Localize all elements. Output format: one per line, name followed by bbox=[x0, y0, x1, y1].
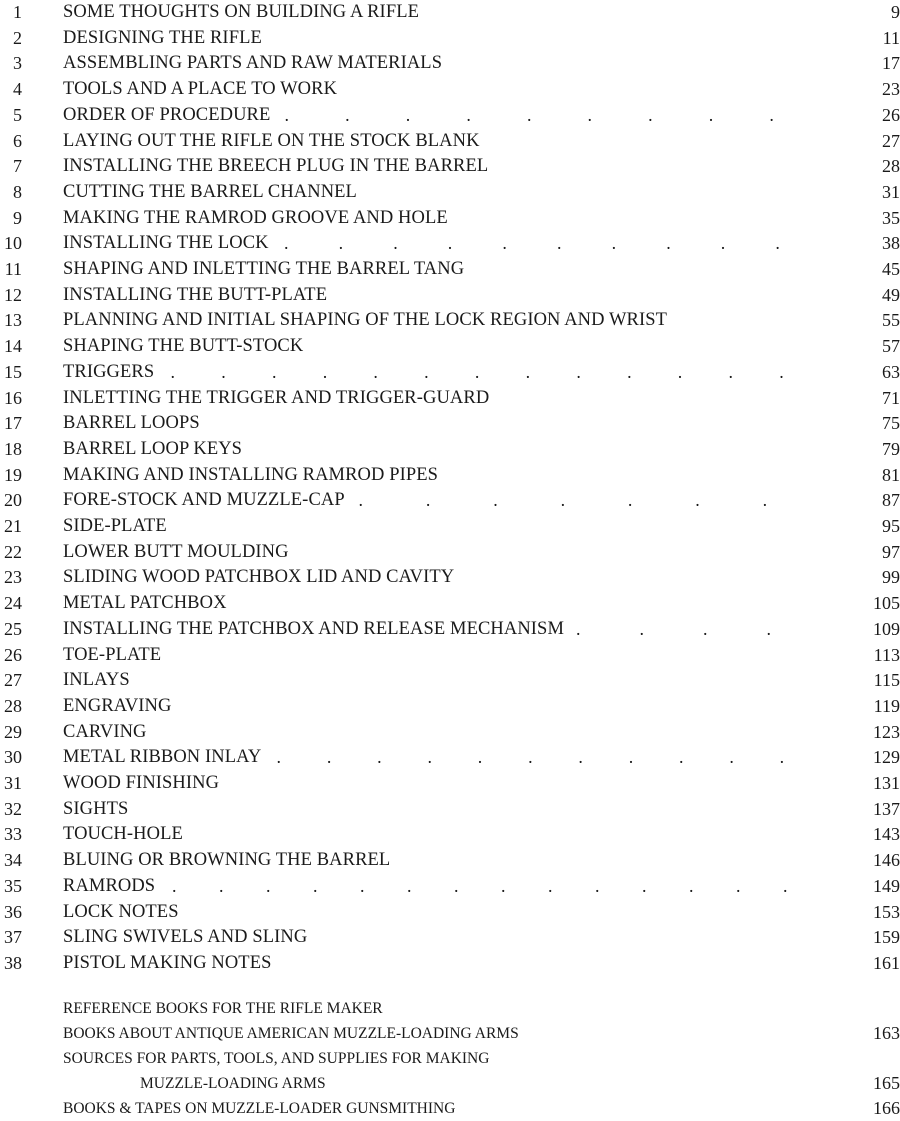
chapter-number: 19 bbox=[4, 464, 22, 485]
chapter-title: INLETTING THE TRIGGER AND TRIGGER-GUARD bbox=[63, 387, 490, 408]
reference-entry bbox=[0, 1071, 900, 1096]
page-number: 55 bbox=[882, 310, 900, 331]
chapter-number: 10 bbox=[4, 233, 22, 254]
page-number: 23 bbox=[882, 79, 900, 100]
page-number: 146 bbox=[873, 850, 900, 871]
dot-leaders: ....... bbox=[358, 490, 830, 511]
chapter-title: FORE-STOCK AND MUZZLE-CAP bbox=[63, 490, 345, 511]
chapter-title: ASSEMBLING PARTS AND RAW MATERIALS bbox=[63, 53, 443, 74]
dot-leaders: ........... bbox=[276, 747, 830, 768]
chapter-title: BARREL LOOPS bbox=[63, 413, 200, 434]
toc-entry bbox=[0, 0, 900, 26]
chapter-title: RAMRODS bbox=[63, 875, 156, 896]
toc-entry bbox=[0, 437, 900, 463]
chapter-number: 33 bbox=[4, 824, 22, 845]
chapter-number: 6 bbox=[13, 130, 22, 151]
page-number: 105 bbox=[873, 593, 900, 614]
chapter-number: 13 bbox=[4, 310, 22, 331]
chapter-number: 3 bbox=[13, 53, 22, 74]
chapter-number: 29 bbox=[4, 721, 22, 742]
page-number: 131 bbox=[873, 773, 900, 793]
reference-entry bbox=[0, 996, 900, 1021]
toc-entry bbox=[0, 848, 900, 874]
chapter-number: 20 bbox=[4, 490, 22, 511]
page-number: 45 bbox=[882, 259, 900, 279]
chapter-number: 37 bbox=[4, 927, 22, 948]
page-number: 79 bbox=[882, 438, 900, 459]
toc-entry bbox=[0, 925, 900, 951]
chapter-number: 12 bbox=[4, 284, 22, 305]
chapter-number: 16 bbox=[4, 387, 22, 408]
page-number: 129 bbox=[873, 747, 900, 768]
chapter-number: 8 bbox=[13, 181, 22, 202]
toc-entry bbox=[0, 617, 900, 643]
chapter-title: MAKING THE RAMROD GROOVE AND HOLE bbox=[63, 207, 448, 228]
page-number: 149 bbox=[873, 875, 900, 896]
toc-entry bbox=[0, 283, 900, 309]
chapter-number: 34 bbox=[4, 850, 22, 871]
toc-entry bbox=[0, 26, 900, 52]
chapter-title: LAYING OUT THE RIFLE ON THE STOCK BLANK bbox=[63, 130, 480, 151]
page-number: 166 bbox=[873, 1098, 900, 1118]
page-number: 109 bbox=[873, 618, 900, 639]
toc-entry bbox=[0, 103, 900, 129]
chapter-number: 27 bbox=[4, 670, 22, 691]
chapter-title: METAL RIBBON INLAY bbox=[63, 747, 262, 768]
chapter-number: 7 bbox=[13, 156, 22, 177]
reference-section bbox=[0, 996, 900, 1121]
toc-entry bbox=[0, 463, 900, 489]
page-number: 11 bbox=[882, 27, 900, 48]
dot-leaders: ......... bbox=[284, 104, 830, 125]
page-number: 161 bbox=[873, 952, 900, 973]
chapter-title: ENGRAVING bbox=[63, 695, 172, 716]
page-number: 97 bbox=[882, 541, 900, 562]
toc-entry bbox=[0, 154, 900, 180]
chapter-title: SLING SWIVELS AND SLING bbox=[63, 927, 308, 948]
chapter-number: 38 bbox=[4, 952, 22, 973]
chapter-number: 26 bbox=[4, 644, 22, 665]
chapter-title: INSTALLING THE LOCK bbox=[63, 233, 269, 254]
page-number: 153 bbox=[873, 901, 900, 922]
reference-title: BOOKS ABOUT ANTIQUE AMERICAN MUZZLE-LOADING ARMS bbox=[63, 1025, 519, 1042]
dot-leaders: .... bbox=[576, 618, 830, 639]
toc-entry bbox=[0, 77, 900, 103]
toc-entry bbox=[0, 206, 900, 232]
chapter-number: 18 bbox=[4, 438, 22, 459]
chapter-number: 5 bbox=[13, 104, 22, 125]
chapter-title: LOCK NOTES bbox=[63, 901, 179, 922]
chapter-title: INSTALLING THE BREECH PLUG IN THE BARREL bbox=[63, 156, 489, 177]
page-number: 17 bbox=[882, 53, 900, 74]
toc-entry bbox=[0, 565, 900, 591]
chapter-number: 25 bbox=[4, 618, 22, 639]
chapter-title: LOWER BUTT MOULDING bbox=[63, 541, 289, 562]
toc-entry bbox=[0, 257, 900, 283]
toc-entry bbox=[0, 180, 900, 206]
chapter-title: MAKING AND INSTALLING RAMROD PIPES bbox=[63, 464, 439, 485]
reference-entry bbox=[0, 1096, 900, 1121]
chapter-title: ORDER OF PROCEDURE bbox=[63, 104, 271, 125]
page-number: 81 bbox=[882, 464, 900, 485]
chapter-number: 32 bbox=[4, 798, 22, 819]
chapter-title: INLAYS bbox=[63, 670, 130, 691]
page-number: 71 bbox=[882, 387, 900, 408]
chapter-title: SOME THOUGHTS ON BUILDING A RIFLE bbox=[63, 2, 420, 22]
toc-entry bbox=[0, 360, 900, 386]
chapter-number: 24 bbox=[4, 593, 22, 614]
toc-entry bbox=[0, 900, 900, 926]
chapter-number: 15 bbox=[4, 361, 22, 382]
page-number: 75 bbox=[882, 413, 900, 434]
toc-entry bbox=[0, 540, 900, 566]
toc-entry bbox=[0, 334, 900, 360]
page-number: 35 bbox=[882, 207, 900, 228]
toc-entry bbox=[0, 231, 900, 257]
page-number: 137 bbox=[873, 798, 900, 819]
chapter-title: SLIDING WOOD PATCHBOX LID AND CAVITY bbox=[63, 567, 455, 588]
chapter-title: TOOLS AND A PLACE TO WORK bbox=[63, 79, 338, 100]
page-number: 163 bbox=[873, 1023, 900, 1043]
chapter-title: INSTALLING THE BUTT-PLATE bbox=[63, 284, 328, 305]
toc-entry bbox=[0, 720, 900, 746]
page-number: 95 bbox=[882, 516, 900, 536]
page-number: 159 bbox=[873, 927, 900, 948]
page-number: 63 bbox=[882, 361, 900, 382]
toc-entry bbox=[0, 308, 900, 334]
toc-entry bbox=[0, 694, 900, 720]
chapter-number: 9 bbox=[13, 207, 22, 228]
toc-entry bbox=[0, 386, 900, 412]
page-number: 9 bbox=[891, 2, 900, 22]
reference-entry bbox=[0, 1021, 900, 1046]
page-number: 28 bbox=[882, 156, 900, 177]
chapter-number: 17 bbox=[4, 413, 22, 434]
chapter-title: CUTTING THE BARREL CHANNEL bbox=[63, 181, 357, 202]
page-number: 165 bbox=[873, 1073, 900, 1093]
chapter-title: SIDE-PLATE bbox=[63, 516, 167, 536]
toc-entry bbox=[0, 514, 900, 540]
toc-entry bbox=[0, 591, 900, 617]
dot-leaders: .............. bbox=[172, 875, 830, 896]
chapter-title: SHAPING AND INLETTING THE BARREL TANG bbox=[63, 259, 465, 279]
dot-leaders: ............. bbox=[170, 361, 830, 382]
page-number: 57 bbox=[882, 336, 900, 357]
chapter-number: 31 bbox=[4, 773, 22, 793]
chapter-title: SIGHTS bbox=[63, 798, 129, 819]
chapter-title: TOUCH-HOLE bbox=[63, 824, 183, 845]
page-number: 123 bbox=[873, 721, 900, 742]
reference-entry bbox=[0, 1046, 900, 1071]
toc-entry bbox=[0, 488, 900, 514]
chapter-title: DESIGNING THE RIFLE bbox=[63, 27, 262, 48]
chapter-number: 23 bbox=[4, 567, 22, 588]
reference-title: MUZZLE-LOADING ARMS bbox=[140, 1075, 326, 1092]
page-number: 31 bbox=[882, 181, 900, 202]
chapter-title: PISTOL MAKING NOTES bbox=[63, 952, 272, 973]
chapter-number: 2 bbox=[13, 27, 22, 48]
page-number: 115 bbox=[873, 670, 900, 691]
reference-title: REFERENCE BOOKS FOR THE RIFLE MAKER bbox=[63, 1000, 383, 1017]
page-number: 99 bbox=[882, 567, 900, 588]
toc-entry bbox=[0, 771, 900, 797]
page-number: 87 bbox=[882, 490, 900, 511]
chapter-title: TRIGGERS bbox=[63, 361, 155, 382]
reference-title: SOURCES FOR PARTS, TOOLS, AND SUPPLIES FOR MAKING bbox=[63, 1050, 490, 1067]
chapter-number: 36 bbox=[4, 901, 22, 922]
chapter-title: SHAPING THE BUTT-STOCK bbox=[63, 336, 304, 357]
toc-entry bbox=[0, 643, 900, 669]
page-number: 27 bbox=[882, 130, 900, 151]
toc-entry bbox=[0, 874, 900, 900]
chapter-number: 30 bbox=[4, 747, 22, 768]
toc-entry bbox=[0, 129, 900, 155]
chapter-number: 4 bbox=[13, 79, 22, 100]
chapter-title: CARVING bbox=[63, 721, 147, 742]
chapter-title: BLUING OR BROWNING THE BARREL bbox=[63, 850, 391, 871]
chapter-title: PLANNING AND INITIAL SHAPING OF THE LOCK REGION AND WRIST bbox=[63, 310, 668, 331]
chapter-number: 22 bbox=[4, 541, 22, 562]
chapter-title: TOE-PLATE bbox=[63, 644, 162, 665]
toc-entry bbox=[0, 745, 900, 771]
chapter-title: BARREL LOOP KEYS bbox=[63, 438, 243, 459]
toc-entry bbox=[0, 797, 900, 823]
reference-title: BOOKS & TAPES ON MUZZLE-LOADER GUNSMITHING bbox=[63, 1100, 456, 1117]
chapter-number: 1 bbox=[13, 2, 22, 22]
page-number: 119 bbox=[873, 695, 900, 716]
page-number: 26 bbox=[882, 104, 900, 125]
chapter-number: 35 bbox=[4, 875, 22, 896]
toc-entry bbox=[0, 411, 900, 437]
toc-entry bbox=[0, 822, 900, 848]
page-number: 49 bbox=[882, 284, 900, 305]
toc-entry bbox=[0, 51, 900, 77]
page-number: 143 bbox=[873, 824, 900, 845]
chapter-number: 21 bbox=[4, 516, 22, 536]
toc-entry bbox=[0, 951, 900, 977]
chapter-number: 28 bbox=[4, 695, 22, 716]
toc-entry bbox=[0, 668, 900, 694]
page-number: 38 bbox=[882, 233, 900, 254]
dot-leaders: .......... bbox=[284, 233, 830, 254]
chapter-number: 14 bbox=[4, 336, 22, 357]
chapter-title: METAL PATCHBOX bbox=[63, 593, 227, 614]
chapter-title: WOOD FINISHING bbox=[63, 773, 220, 793]
chapter-title: INSTALLING THE PATCHBOX AND RELEASE MECHANISM bbox=[63, 618, 565, 639]
page-number: 113 bbox=[873, 644, 900, 665]
chapter-number: 11 bbox=[4, 259, 22, 279]
